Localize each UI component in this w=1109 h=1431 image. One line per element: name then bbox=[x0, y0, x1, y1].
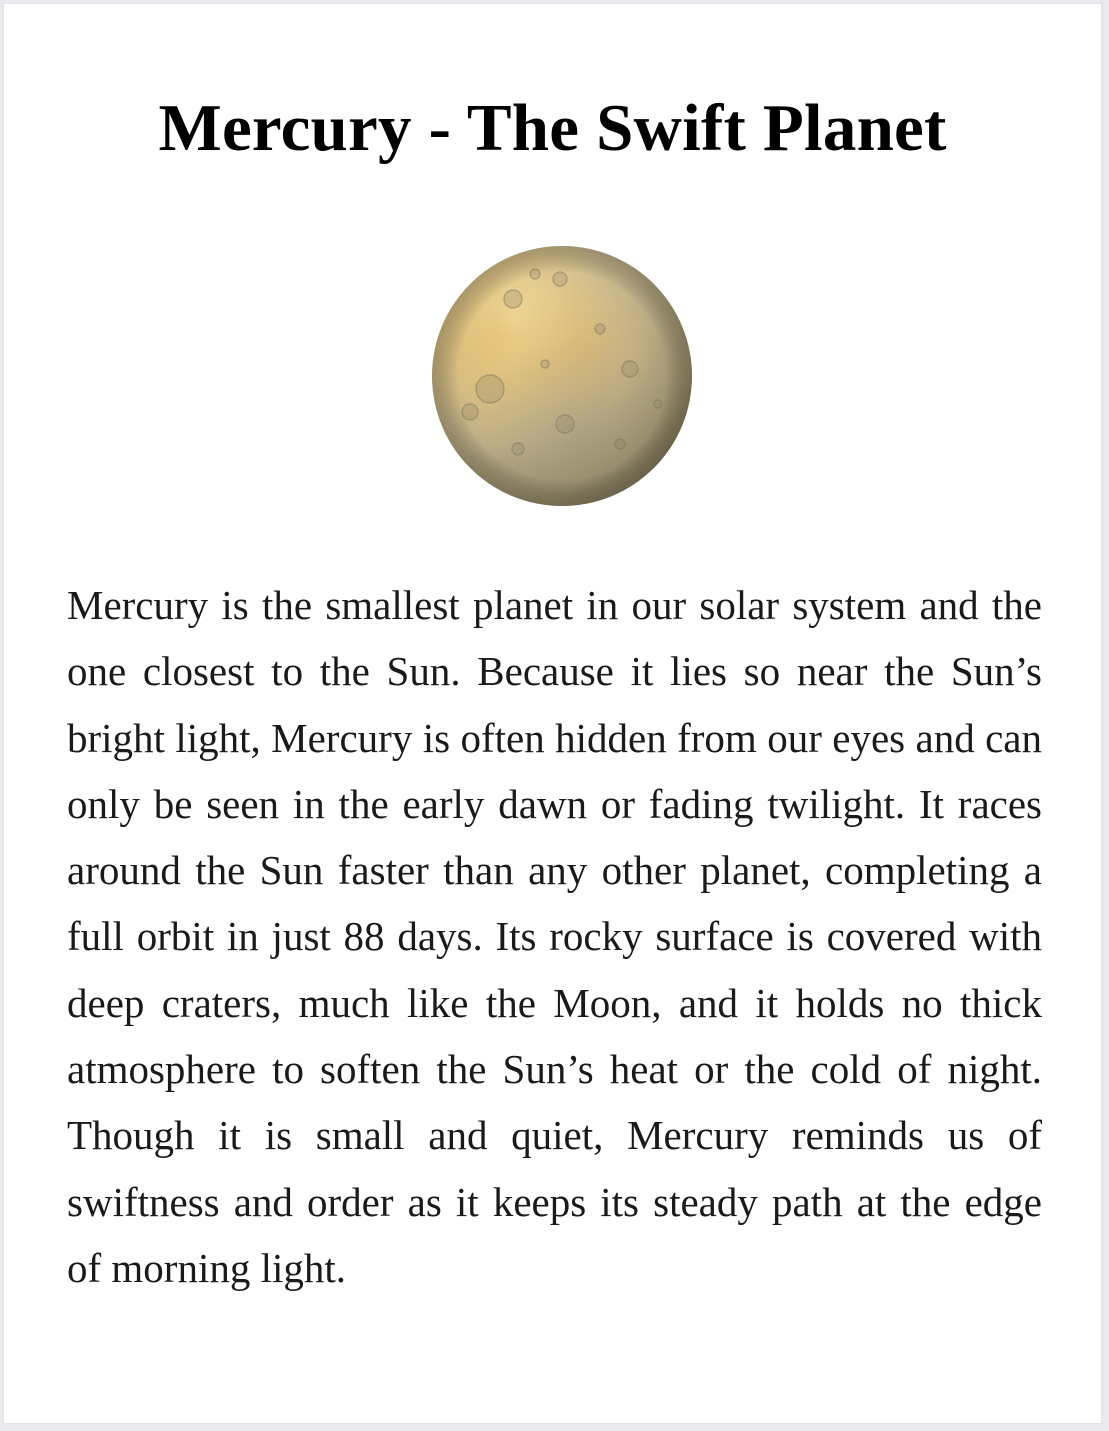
body-paragraph: Mercury is the smallest planet in our solar system and the one closest to the Sun. Because it lies so near the Sun’s bright light, Mercury is often hidden from our eyes and can only be seen in the early dawn or fading twilight. It races around the Sun faster than any other planet, completing a full orbit in just 88 days. Its rocky surface is covered with deep craters, much like the Moon, and it holds no thick atmosphere to soften the Sun’s heat or the cold of night. Though it is small and quiet, Mercury reminds us of swiftness and order as it keeps its steady path at the edge of morning light. bbox=[67, 582, 1042, 1291]
mercury-planet-icon bbox=[430, 244, 694, 508]
document-page bbox=[4, 4, 1101, 1423]
page-title: Mercury - The Swift Planet bbox=[158, 91, 947, 165]
mercury-illustration bbox=[430, 244, 694, 508]
